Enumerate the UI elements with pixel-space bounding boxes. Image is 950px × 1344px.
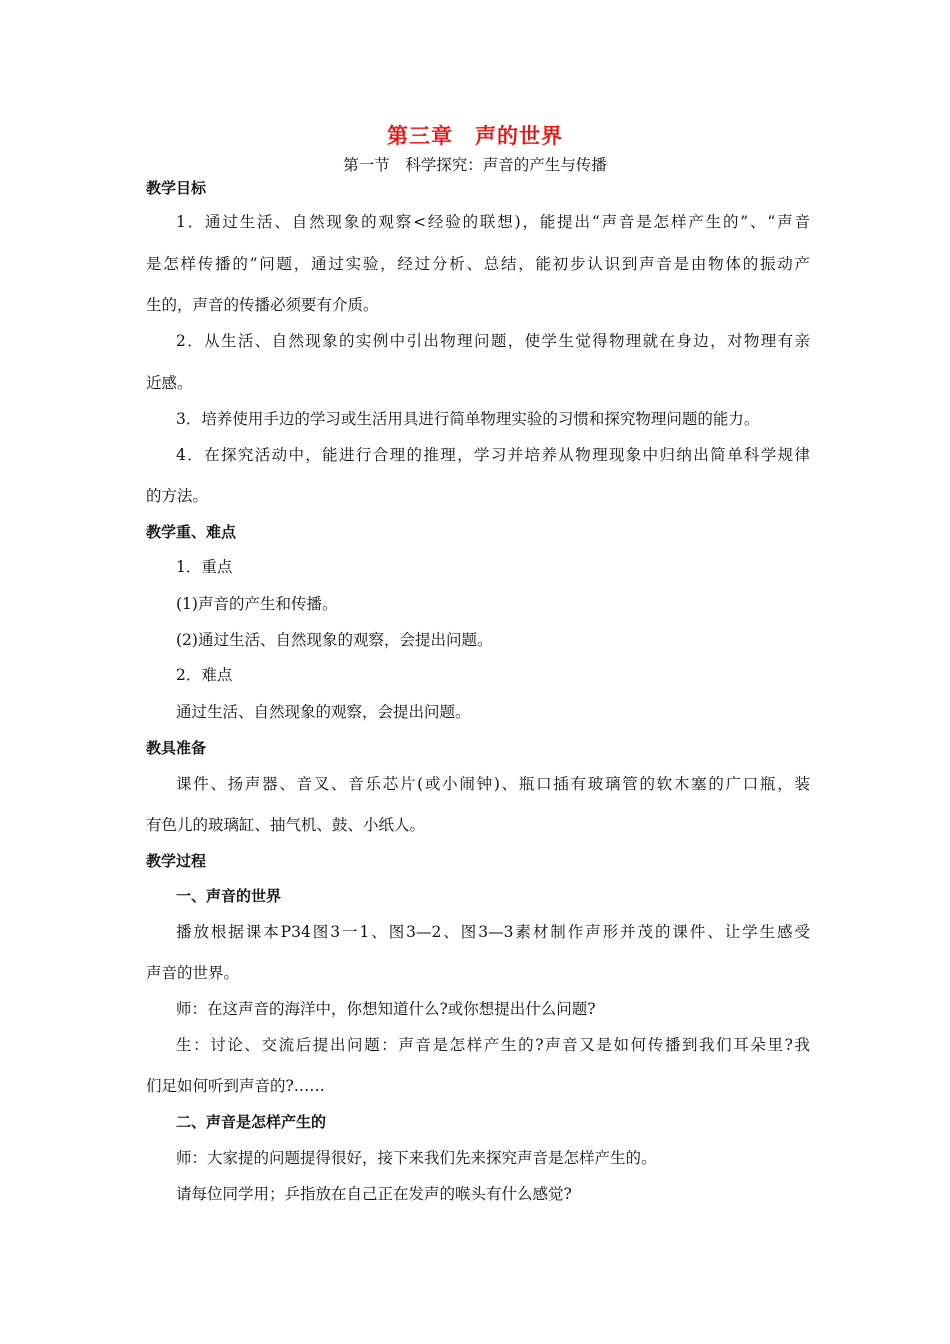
part1-line: 声音的世界。 bbox=[146, 964, 240, 982]
objectives-line: 1．通过生活、自然现象的观察<经验的联想)，能提出“声音是怎样产生的”、“声音 bbox=[176, 213, 810, 231]
chapter-title: 第三章 声的世界 bbox=[387, 124, 563, 148]
key-points-line: (1)声音的产生和传播。 bbox=[176, 595, 338, 613]
key-points-line: (2)通过生活、自然现象的观察，会提出问题。 bbox=[176, 631, 493, 649]
key-points-heading: 教学重、难点 bbox=[146, 523, 237, 541]
objectives-line: 近感。 bbox=[146, 374, 193, 392]
process-heading: 教学过程 bbox=[146, 852, 207, 870]
section-subtitle: 第一节 科学探究：声音的产生与传播 bbox=[343, 156, 607, 174]
key-points-line: 2．难点 bbox=[176, 666, 233, 684]
objectives-heading: 教学目标 bbox=[146, 179, 207, 197]
objectives-line: 4．在探究活动中，能进行合理的推理，学习并培养从物理现象中归纳出简单科学规律 bbox=[176, 446, 810, 464]
part1-line: 师：在这声音的海洋中，你想知道什么?或你想提出什么问题? bbox=[176, 1000, 596, 1018]
key-points-line: 1．重点 bbox=[176, 558, 233, 576]
objectives-line: 的方法。 bbox=[146, 487, 209, 505]
objectives-line: 3．培养使用手边的学习或生活用具进行简单物理实验的习惯和探究物理问题的能力。 bbox=[176, 410, 760, 428]
materials-line: 课件、扬声器、音叉、音乐芯片(或小闹钟)、瓶口插有玻璃管的软木塞的广口瓶，装 bbox=[176, 775, 810, 793]
materials-heading: 教具准备 bbox=[146, 739, 207, 757]
part1-line: 生：讨论、交流后提出问题：声音是怎样产生的?声音又是如何传播到我们耳朵里?我 bbox=[176, 1036, 810, 1054]
part2-line: 请每位同学用；乒指放在自己正在发声的喉头有什么感觉? bbox=[176, 1185, 572, 1203]
materials-line: 有色儿的玻璃缸、抽气机、鼓、小纸人。 bbox=[146, 816, 426, 834]
part2-line: 师：大家提的问题提得很好，接下来我们先来探究声音是怎样产生的。 bbox=[176, 1149, 657, 1167]
part1-line: 播放根据课本P34图3一1、图3—2、图3—3素材制作声形并茂的课件、让学生感受 bbox=[176, 923, 810, 941]
objectives-line: 生的，声音的传播必须要有介质。 bbox=[146, 296, 379, 314]
part1-line: 们足如何听到声音的?…… bbox=[146, 1077, 325, 1095]
key-points-line: 通过生活、自然现象的观察，会提出问题。 bbox=[176, 703, 471, 721]
part2-heading: 二、声音是怎样产生的 bbox=[176, 1113, 327, 1131]
objectives-line: 是怎样传播的”问题，通过实验，经过分析、总结，能初步认识到声音是由物体的振动产 bbox=[146, 255, 810, 273]
part1-heading: 一、声音的世界 bbox=[176, 887, 282, 905]
objectives-line: 2．从生活、自然现象的实例中引出物理问题，使学生觉得物理就在身边，对物理有亲 bbox=[176, 332, 810, 350]
